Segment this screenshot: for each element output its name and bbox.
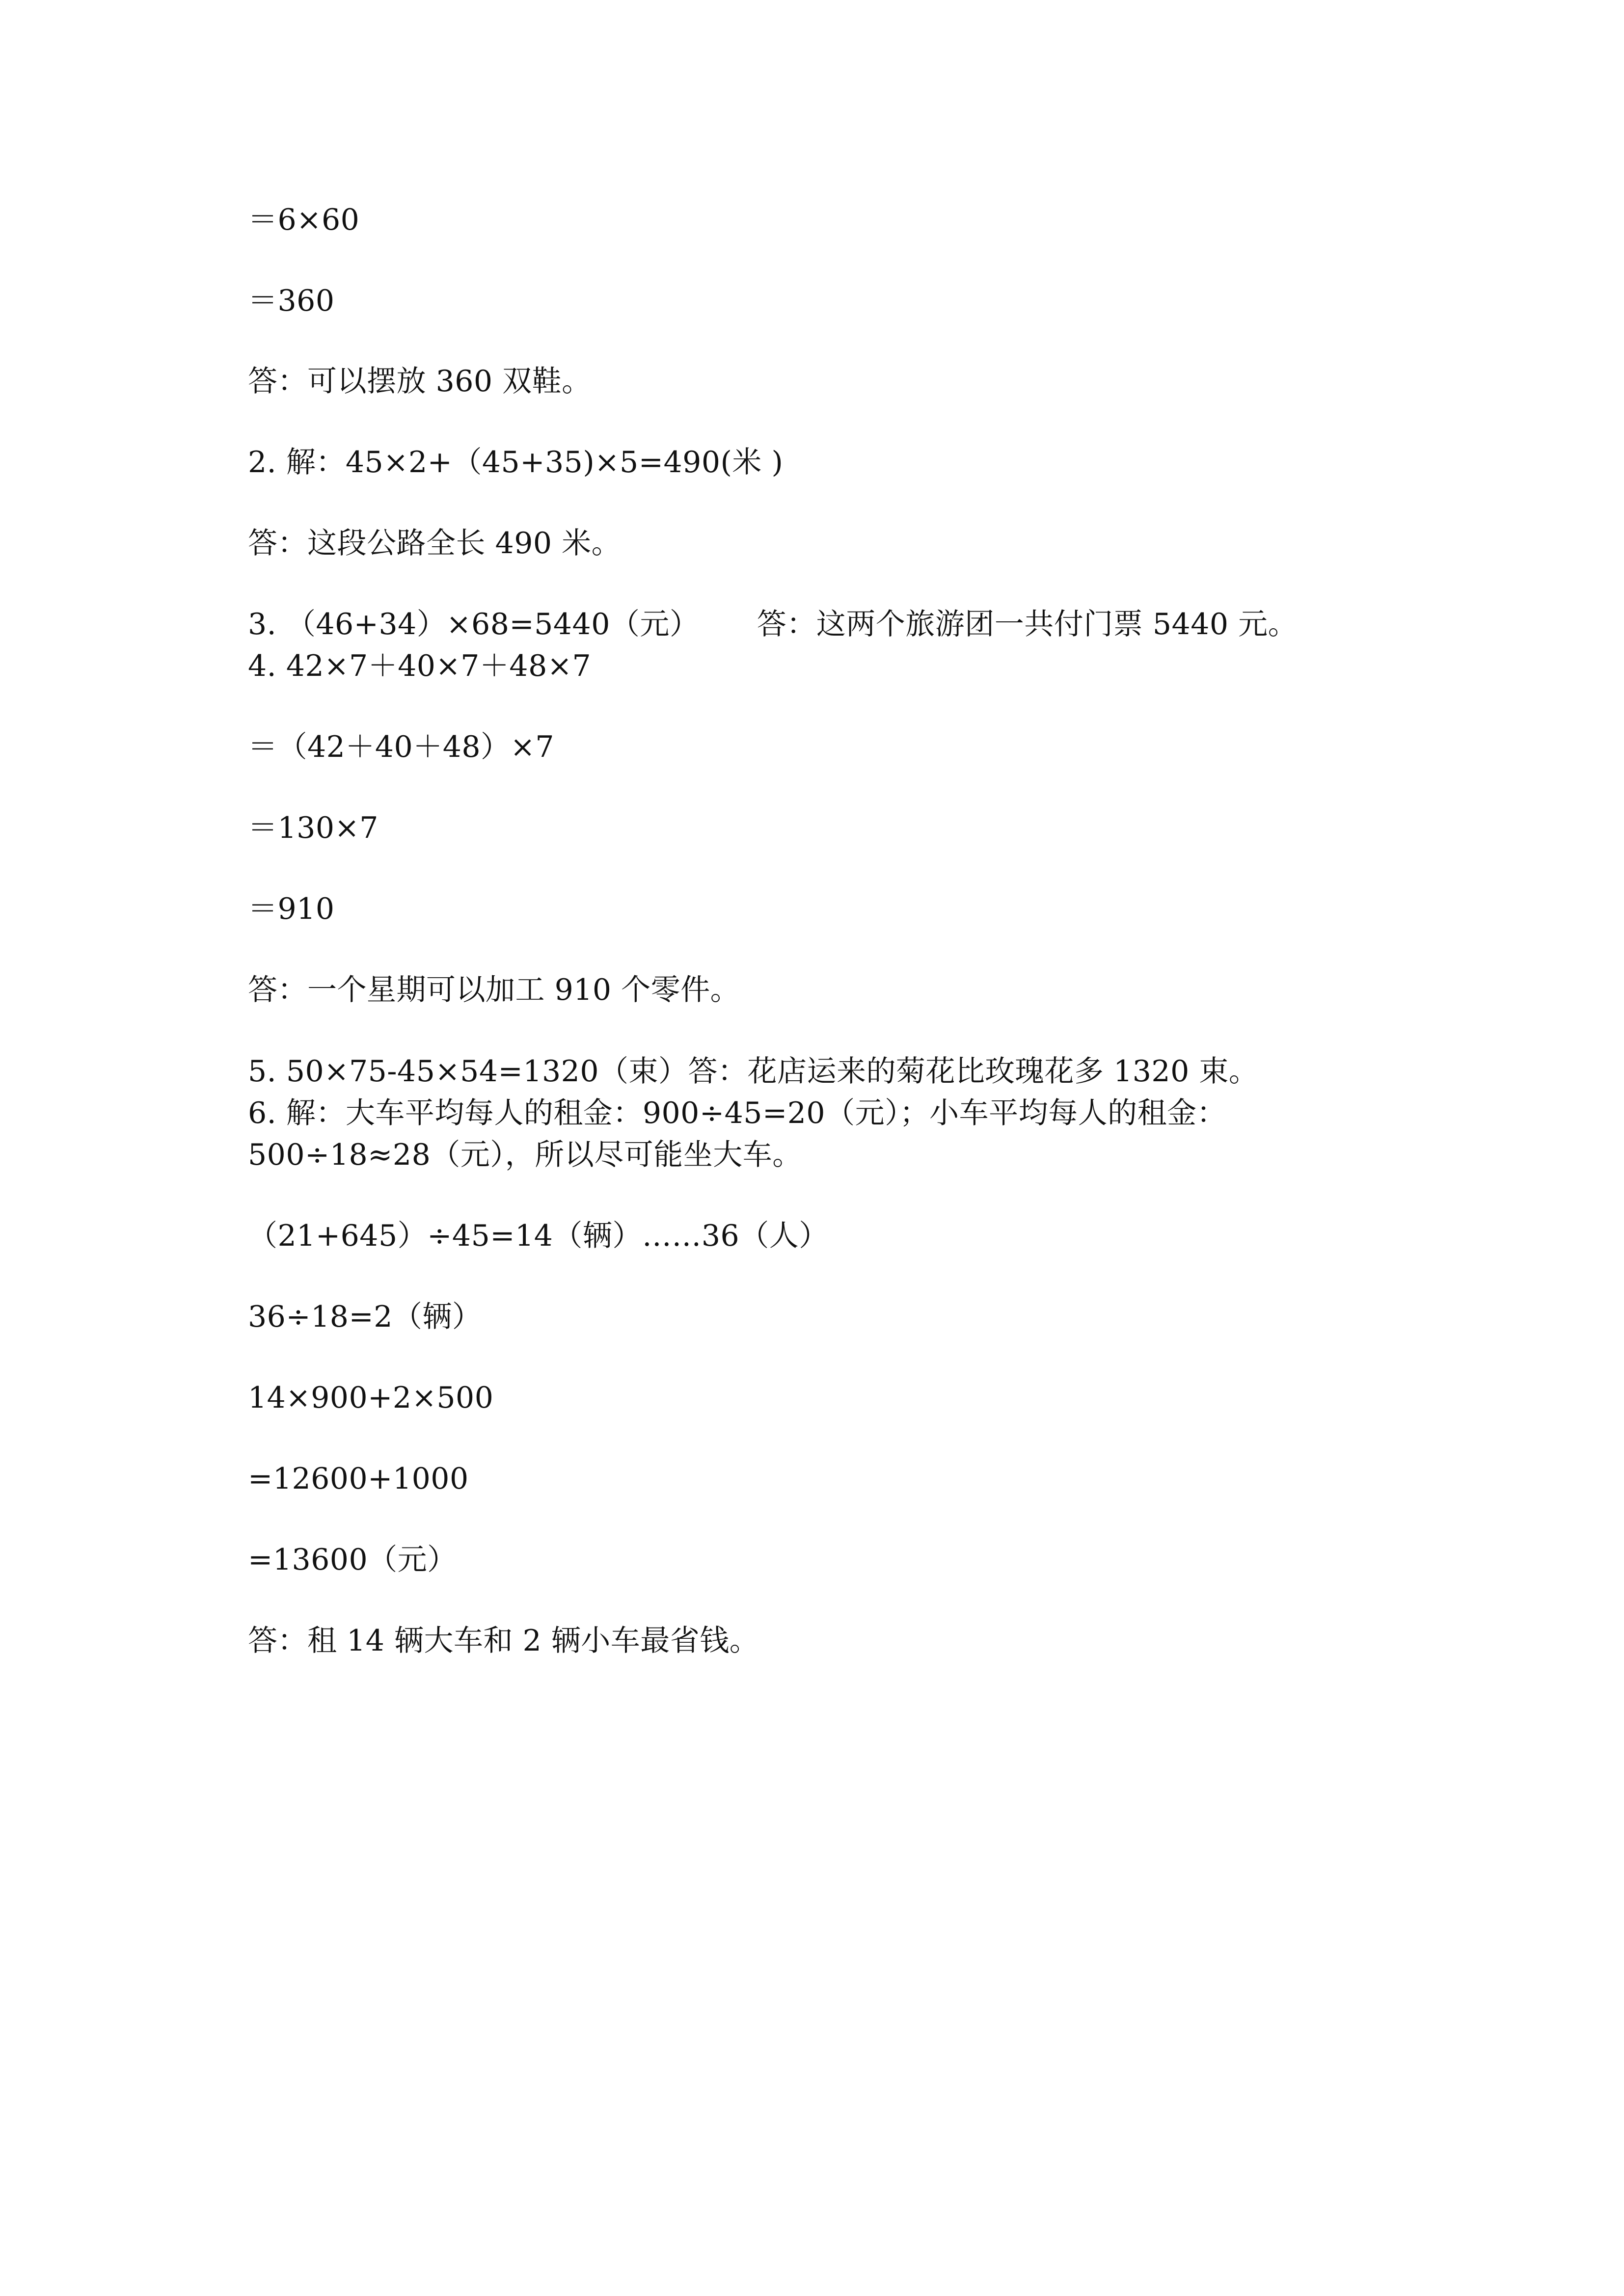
calc-line-6d: =12600+1000: [248, 1462, 469, 1496]
problem-6-cont: 500÷18≈28（元），所以尽可能坐大车。: [248, 1138, 802, 1172]
calc-line-2: ＝360: [248, 284, 335, 318]
calc-line-4a: ＝（42＋40＋48）×7: [248, 730, 554, 764]
calc-line-1: ＝6×60: [248, 203, 360, 237]
problem-6: 6. 解：大车平均每人的租金：900÷45=20（元）；小车平均每人的租金：: [248, 1096, 1227, 1130]
answer-2: 答：这段公路全长 490 米。: [248, 526, 622, 561]
calc-line-6e: =13600（元）: [248, 1543, 457, 1577]
calc-line-6a: （21+645）÷45=14（辆）……36（人）: [248, 1219, 829, 1253]
calc-line-6b: 36÷18=2（辆）: [248, 1300, 482, 1334]
answer-4: 答：一个星期可以加工 910 个零件。: [248, 973, 740, 1007]
problem-3: 3. （46+34）×68=5440（元） 答：这两个旅游团一共付门票 5440 元。: [248, 607, 1298, 641]
calc-line-4c: ＝910: [248, 892, 335, 926]
calc-line-6c: 14×900+2×500: [248, 1381, 494, 1415]
answer-1: 答：可以摆放 360 双鞋。: [248, 364, 592, 399]
problem-4: 4. 42×7＋40×7＋48×7: [248, 649, 592, 683]
answer-6: 答：租 14 辆大车和 2 辆小车最省钱。: [248, 1624, 759, 1658]
problem-5: 5. 50×75-45×54=1320（束）答：花店运来的菊花比玫瑰花多 1320 束。: [248, 1054, 1259, 1089]
problem-2: 2. 解：45×2+（45+35)×5=490(米 ): [248, 445, 784, 480]
calc-line-4b: ＝130×7: [248, 811, 379, 845]
